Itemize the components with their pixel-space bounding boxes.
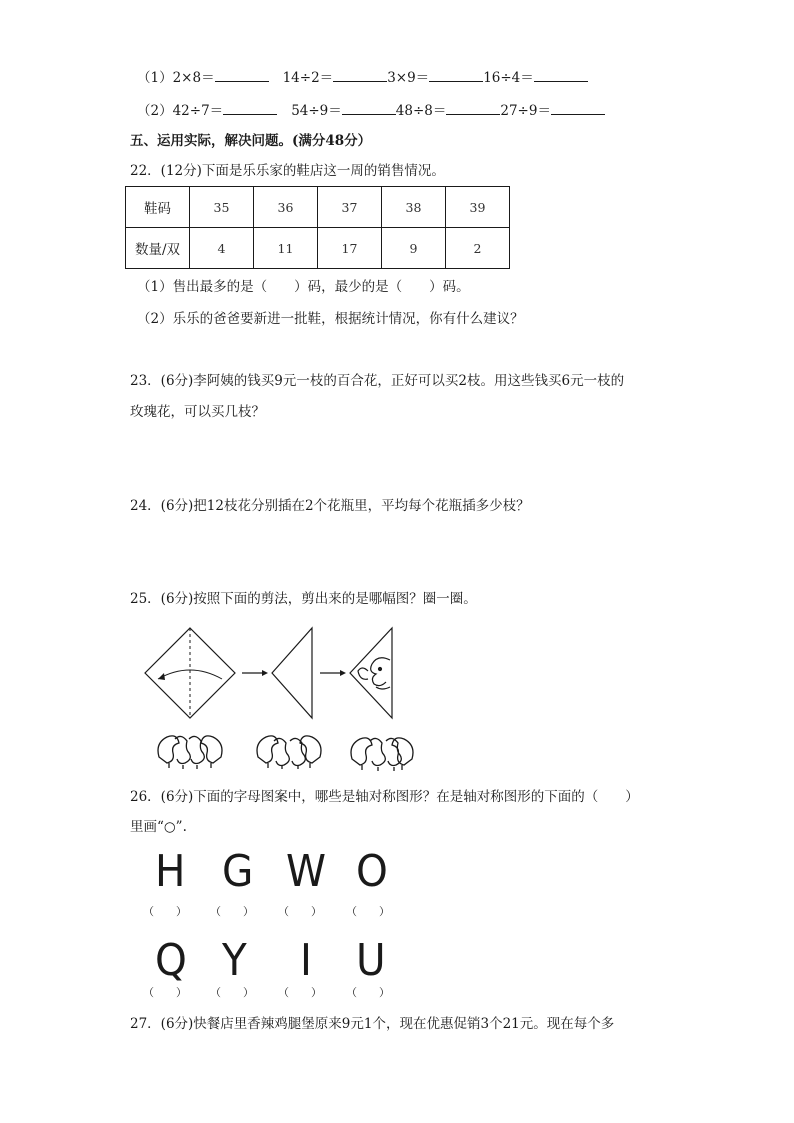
- size-cell: 37: [318, 187, 382, 228]
- letter-q: Q: [155, 935, 187, 986]
- answer-blank[interactable]: [333, 67, 387, 82]
- q25-stem: 25．(6分)按照下面的剪法，剪出来的是哪幅图？圈一圈。: [130, 591, 477, 607]
- answer-paren[interactable]: （ ）: [143, 986, 187, 999]
- oral-item: 16÷4＝: [483, 70, 534, 86]
- oral-item: 27÷9＝: [500, 103, 551, 119]
- quantity-cell: 9: [382, 228, 446, 269]
- answer-blank[interactable]: [223, 100, 277, 115]
- q26-line2: 里画“○”.: [130, 819, 187, 835]
- answer-blank[interactable]: [342, 100, 396, 115]
- q27-line1: 27．(6分)快餐店里香辣鸡腿堡原来9元1个，现在优惠促销3个21元。现在每个多: [130, 1016, 615, 1032]
- q22-sub2: （2）乐乐的爸爸要新进一批鞋，根据统计情况，你有什么建议？: [137, 311, 524, 327]
- squirrel-icon: [358, 658, 390, 689]
- oral-row-1-prefix: （1）: [137, 70, 173, 86]
- folding-diagram: [140, 625, 400, 720]
- oral-item: 48÷8＝: [395, 103, 447, 119]
- letter-h: H: [155, 846, 186, 897]
- letter-i: I: [300, 935, 312, 986]
- size-cell: 35: [190, 187, 254, 228]
- oral-item: 14÷2＝: [282, 70, 334, 86]
- letter-w: W: [286, 846, 327, 897]
- squirrel-option-2[interactable]: [252, 727, 324, 769]
- answer-blank[interactable]: [429, 67, 483, 82]
- oral-row-2-prefix: （2）: [137, 103, 173, 119]
- squirrel-option-1[interactable]: [155, 727, 225, 769]
- squirrel-option-3[interactable]: [346, 729, 418, 771]
- answer-paren[interactable]: （ ）: [346, 905, 390, 918]
- answer-blank[interactable]: [534, 67, 588, 82]
- q22-sub1: （1）售出最多的是（ ）码，最少的是（ ）码。: [137, 279, 470, 295]
- q22-stem: 22．(12分)下面是乐乐家的鞋店这一周的销售情况。: [130, 163, 445, 179]
- table-row: [126, 187, 510, 228]
- answer-blank[interactable]: [215, 67, 269, 82]
- section-title: 五、运用实际，解决问题。(满分48分）: [130, 133, 372, 149]
- oral-row-2: [137, 100, 605, 120]
- oral-item: 3×9＝: [387, 70, 430, 86]
- answer-blank[interactable]: [551, 100, 605, 115]
- answer-paren[interactable]: （ ）: [346, 986, 390, 999]
- quantity-cell: 4: [190, 228, 254, 269]
- answer-paren[interactable]: （ ）: [143, 905, 187, 918]
- oral-item: 54÷9＝: [291, 103, 342, 119]
- row-header-size: 鞋码: [126, 187, 190, 228]
- oral-row-1: [137, 67, 588, 87]
- size-cell: 39: [446, 187, 510, 228]
- arrow-right-icon: [242, 670, 268, 676]
- letter-g: G: [222, 846, 254, 897]
- answer-paren[interactable]: （ ）: [210, 905, 254, 918]
- folded-triangle-icon: [272, 628, 312, 718]
- shoe-sales-table: [125, 186, 510, 269]
- answer-paren[interactable]: （ ）: [278, 986, 322, 999]
- cut-triangle-icon: [350, 628, 392, 718]
- arrow-right-icon: [320, 670, 346, 676]
- oral-item: 42÷7＝: [172, 103, 224, 119]
- q23-line2: 玫瑰花，可以买几枝？: [130, 404, 265, 420]
- row-header-quantity: 数量/双: [126, 228, 190, 269]
- letter-y: Y: [222, 935, 247, 986]
- q26-line1: 26．(6分)下面的字母图案中，哪些是轴对称图形？在是轴对称图形的下面的（ ）: [130, 789, 639, 805]
- oral-item: 2×8＝: [172, 70, 215, 86]
- size-cell: 36: [254, 187, 318, 228]
- q24-stem: 24．(6分)把12枝花分别插在2个花瓶里，平均每个花瓶插多少枝？: [130, 498, 530, 514]
- letter-u: U: [356, 935, 386, 986]
- size-cell: 38: [382, 187, 446, 228]
- quantity-cell: 2: [446, 228, 510, 269]
- answer-blank[interactable]: [446, 100, 500, 115]
- quantity-cell: 11: [254, 228, 318, 269]
- q23-line1: 23．(6分)李阿姨的钱买9元一枝的百合花，正好可以买2枝。用这些钱买6元一枝的: [130, 373, 625, 389]
- answer-paren[interactable]: （ ）: [210, 986, 254, 999]
- quantity-cell: 17: [318, 228, 382, 269]
- letter-o: O: [356, 846, 388, 897]
- answer-paren[interactable]: （ ）: [278, 905, 322, 918]
- table-row: [126, 228, 510, 269]
